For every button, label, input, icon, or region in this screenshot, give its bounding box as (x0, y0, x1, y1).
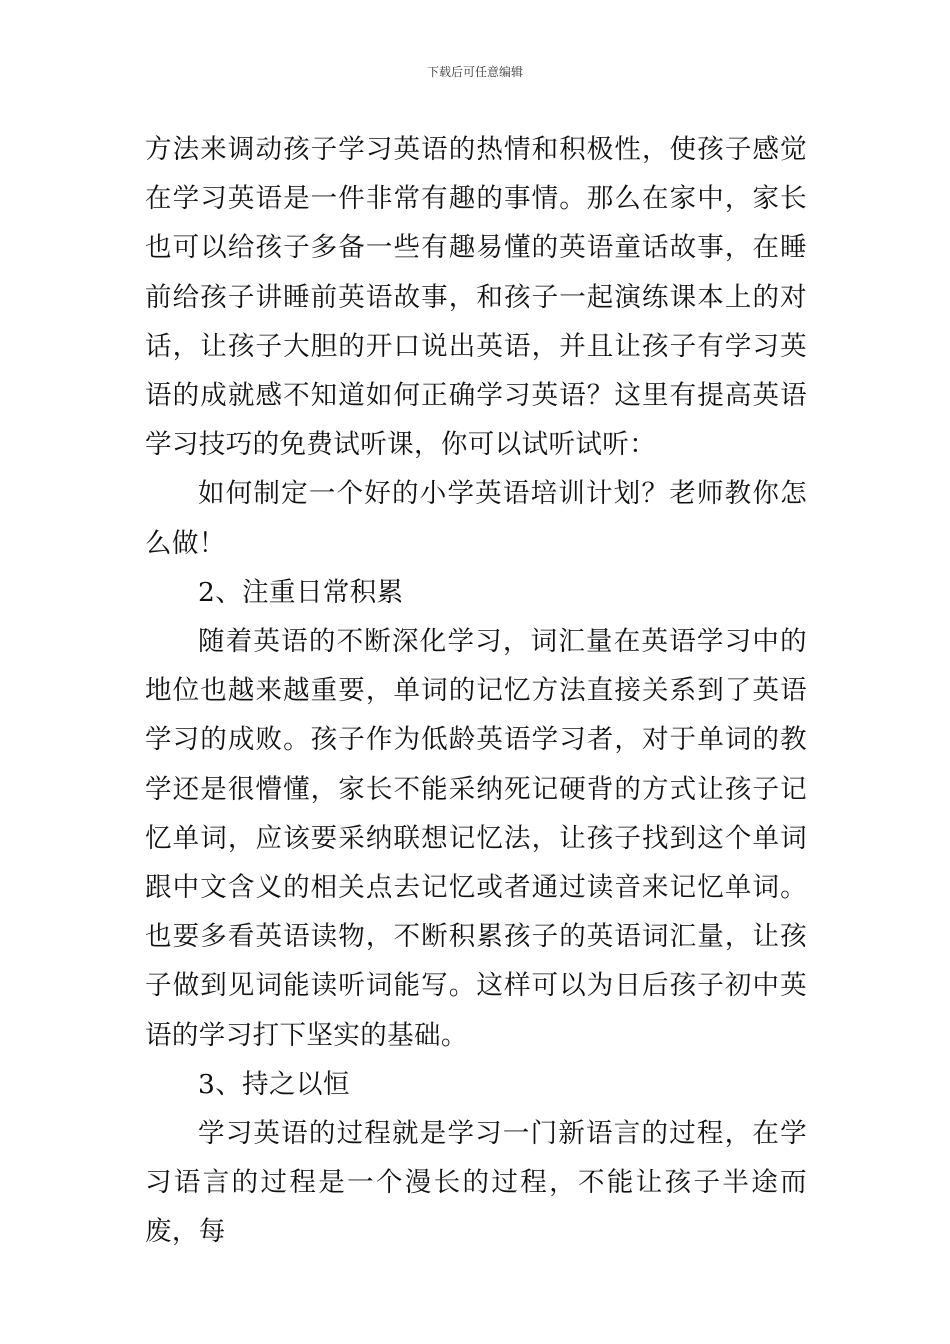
page-header-note: 下载后可任意编辑 (426, 65, 523, 79)
paragraph-language-process: 学习英语的过程就是学习一门新语言的过程，在学习语言的过程是一个漫长的过程，不能让孩子半途而废，每 (145, 1118, 807, 1248)
section-heading-perseverance: 3、持之以恒 (198, 1068, 350, 1100)
paragraph-continuation: 方法来调动孩子学习英语的热情和积极性，使孩子感觉在学习英语是一件非常有趣的事情。那么在家中，家长也可以给孩子多备一些有趣易懂的英语童话故事，在睡前给孩子讲睡前英语故事，和孩子一起演练课本上的对话，让孩子大胆的开口说出英语，并且让孩子有学习英语的成就感不知道如何正确学习英语？这里有提高英语学习技巧的免费试听课，你可以试听试听： (145, 134, 807, 461)
paragraph-vocabulary: 随着英语的不断深化学习，词汇量在英语学习中的地位也越来越重要，单词的记忆方法直接关系到了英语学习的成败。孩子作为低龄英语学习者，对于单词的教学还是很懵懂，家长不能采纳死记硬背的方式让孩子记忆单词，应该要采纳联想记忆法，让孩子找到这个单词跟中文含义的相关点去记忆或者通过读音来记忆单词。也要多看英语读物，不断积累孩子的英语词汇量，让孩子做到见词能读听词能写。这样可以为日后孩子初中英语的学习打下坚实的基础。 (145, 626, 807, 1051)
document-body (145, 125, 807, 1257)
section-heading-daily-accumulation: 2、注重日常积累 (198, 576, 404, 608)
paragraph-link-title: 如何制定一个好的小学英语培训计划？老师教你怎么做！ (145, 478, 807, 559)
